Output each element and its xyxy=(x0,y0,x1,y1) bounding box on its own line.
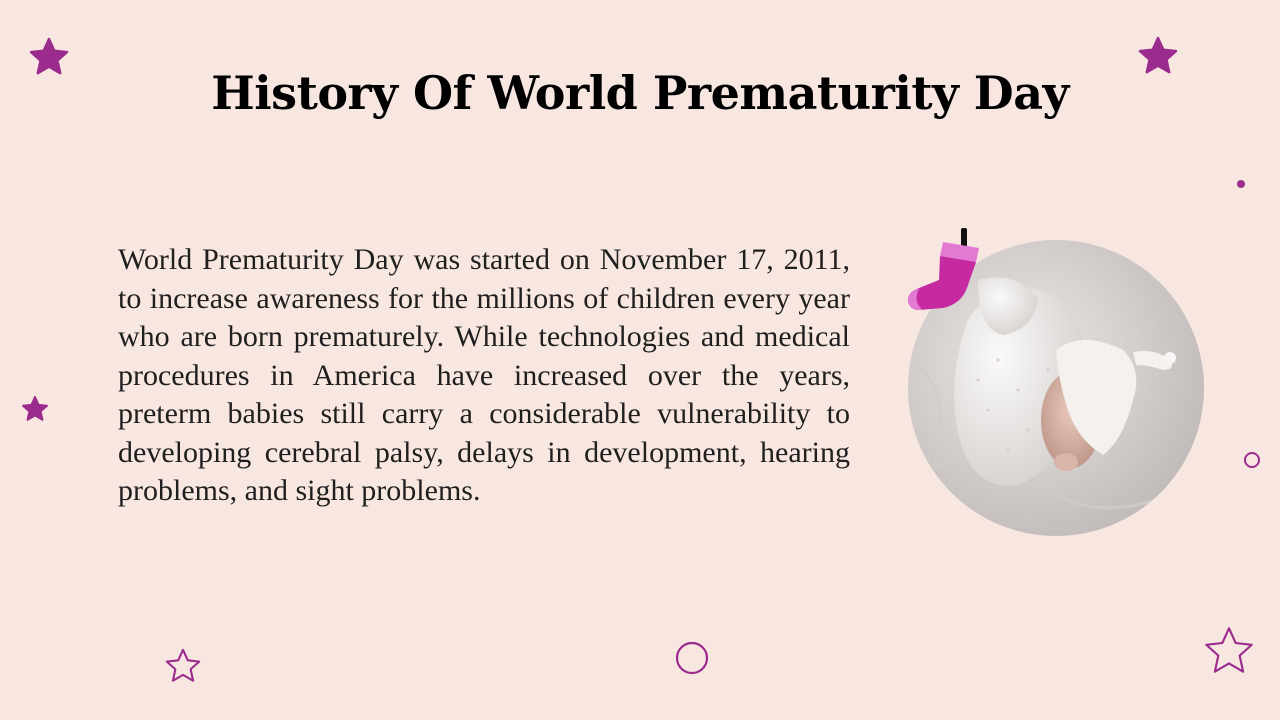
circle-outline-icon xyxy=(674,640,710,676)
body-paragraph: World Prematurity Day was started on November 17, 2011, to increase awareness for the millions of children every year who are born prematurely. While technologies and medical procedures in America have increased over the years, preterm babies still carry a considerable vulnerability to developing cerebral palsy, delays in development, hearing problems, and sight problems. xyxy=(118,243,850,507)
dot-icon xyxy=(1236,179,1246,189)
outline-star-icon xyxy=(162,646,204,686)
slide-title: History Of World Prematurity Day xyxy=(211,66,1069,120)
sock-icon xyxy=(905,228,983,314)
outline-star-icon xyxy=(1200,623,1258,679)
small-filled-star-icon xyxy=(20,395,50,423)
small-circle-outline-icon xyxy=(1242,450,1262,470)
